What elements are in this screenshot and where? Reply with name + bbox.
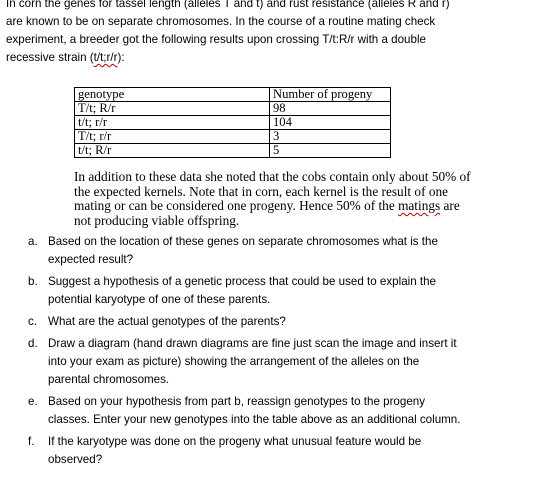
column-header-genotype: genotype [75, 88, 270, 102]
question-letter: d. [28, 337, 38, 350]
question-text: Based on the location of these genes on separate chromosomes what is the [48, 235, 438, 248]
note-line-pre: mating or can be considered one progeny. Hence 50% of the [74, 198, 399, 213]
question-a [0, 233, 542, 269]
question-text: parental chromosomes. [48, 373, 170, 386]
question-e [0, 393, 542, 429]
table-row [75, 144, 391, 158]
table-row [75, 116, 391, 130]
note-line: the expected kernels. Note that in corn, each kernel is the result of one [74, 183, 449, 199]
count-cell: 3 [270, 130, 391, 144]
column-header-progeny: Number of progeny [270, 88, 391, 102]
question-letter: a. [28, 235, 38, 248]
intro-line: are known to be on separate chromosomes. In the course of a routine mating check [6, 15, 436, 28]
spellcheck-flagged-word: matings [398, 198, 441, 213]
question-f [0, 433, 542, 469]
note-line: not producing viable offspring. [74, 212, 240, 228]
note-line: In addition to these data she noted that the cobs contain only about 50% of [74, 169, 471, 184]
spellcheck-flagged-word: t/t;r/r [93, 51, 118, 64]
question-text: Suggest a hypothesis of a genetic process that could be used to explain the [48, 275, 437, 288]
genotype-cell: t/t; R/r [75, 144, 270, 158]
question-d [0, 335, 542, 389]
note-paragraph [74, 170, 484, 228]
count-cell: 5 [270, 144, 391, 158]
question-text: classes. Enter your new genotypes into the table above as an additional column. [48, 413, 461, 426]
table-row [75, 102, 391, 116]
genotype-cell: T/t; R/r [75, 102, 270, 116]
table-row [75, 130, 391, 144]
question-text: If the karyotype was done on the progeny what unusual feature would be [48, 435, 422, 448]
count-cell: 104 [270, 116, 391, 130]
question-letter: c. [28, 315, 38, 328]
question-b [0, 273, 542, 309]
question-text: Draw a diagram (hand drawn diagrams are fine just scan the image and insert it [48, 337, 457, 350]
intro-paragraph [6, 0, 536, 67]
intro-line: In corn the genes for tassel length (alleles T and t) and rust resistance (alleles R and r) [6, 0, 450, 10]
question-list [0, 233, 542, 473]
question-text: observed? [48, 453, 103, 466]
note-line-post: are [440, 198, 460, 213]
question-letter: b. [28, 275, 38, 288]
progeny-table [74, 87, 391, 158]
question-text: Based on your hypothesis from part b, reassign genotypes to the progeny [48, 395, 426, 408]
question-text: into your exam as picture) showing the arrangement of the alleles on the [48, 355, 420, 368]
intro-line-post: ): [117, 51, 125, 64]
question-letter: f. [28, 435, 35, 448]
intro-line: experiment, a breeder got the following results upon crossing T/t:R/r with a double [6, 33, 426, 46]
genotype-cell: t/t; r/r [75, 116, 270, 130]
question-letter: e. [28, 395, 38, 408]
question-text: expected result? [48, 253, 134, 266]
count-cell: 98 [270, 102, 391, 116]
table-header-row [75, 88, 391, 102]
question-c [0, 313, 542, 331]
genotype-cell: T/t; r/r [75, 130, 270, 144]
intro-line-pre: recessive strain ( [6, 51, 94, 64]
question-text: potential karyotype of one of these parents. [48, 293, 271, 306]
question-text: What are the actual genotypes of the parents? [48, 315, 286, 328]
